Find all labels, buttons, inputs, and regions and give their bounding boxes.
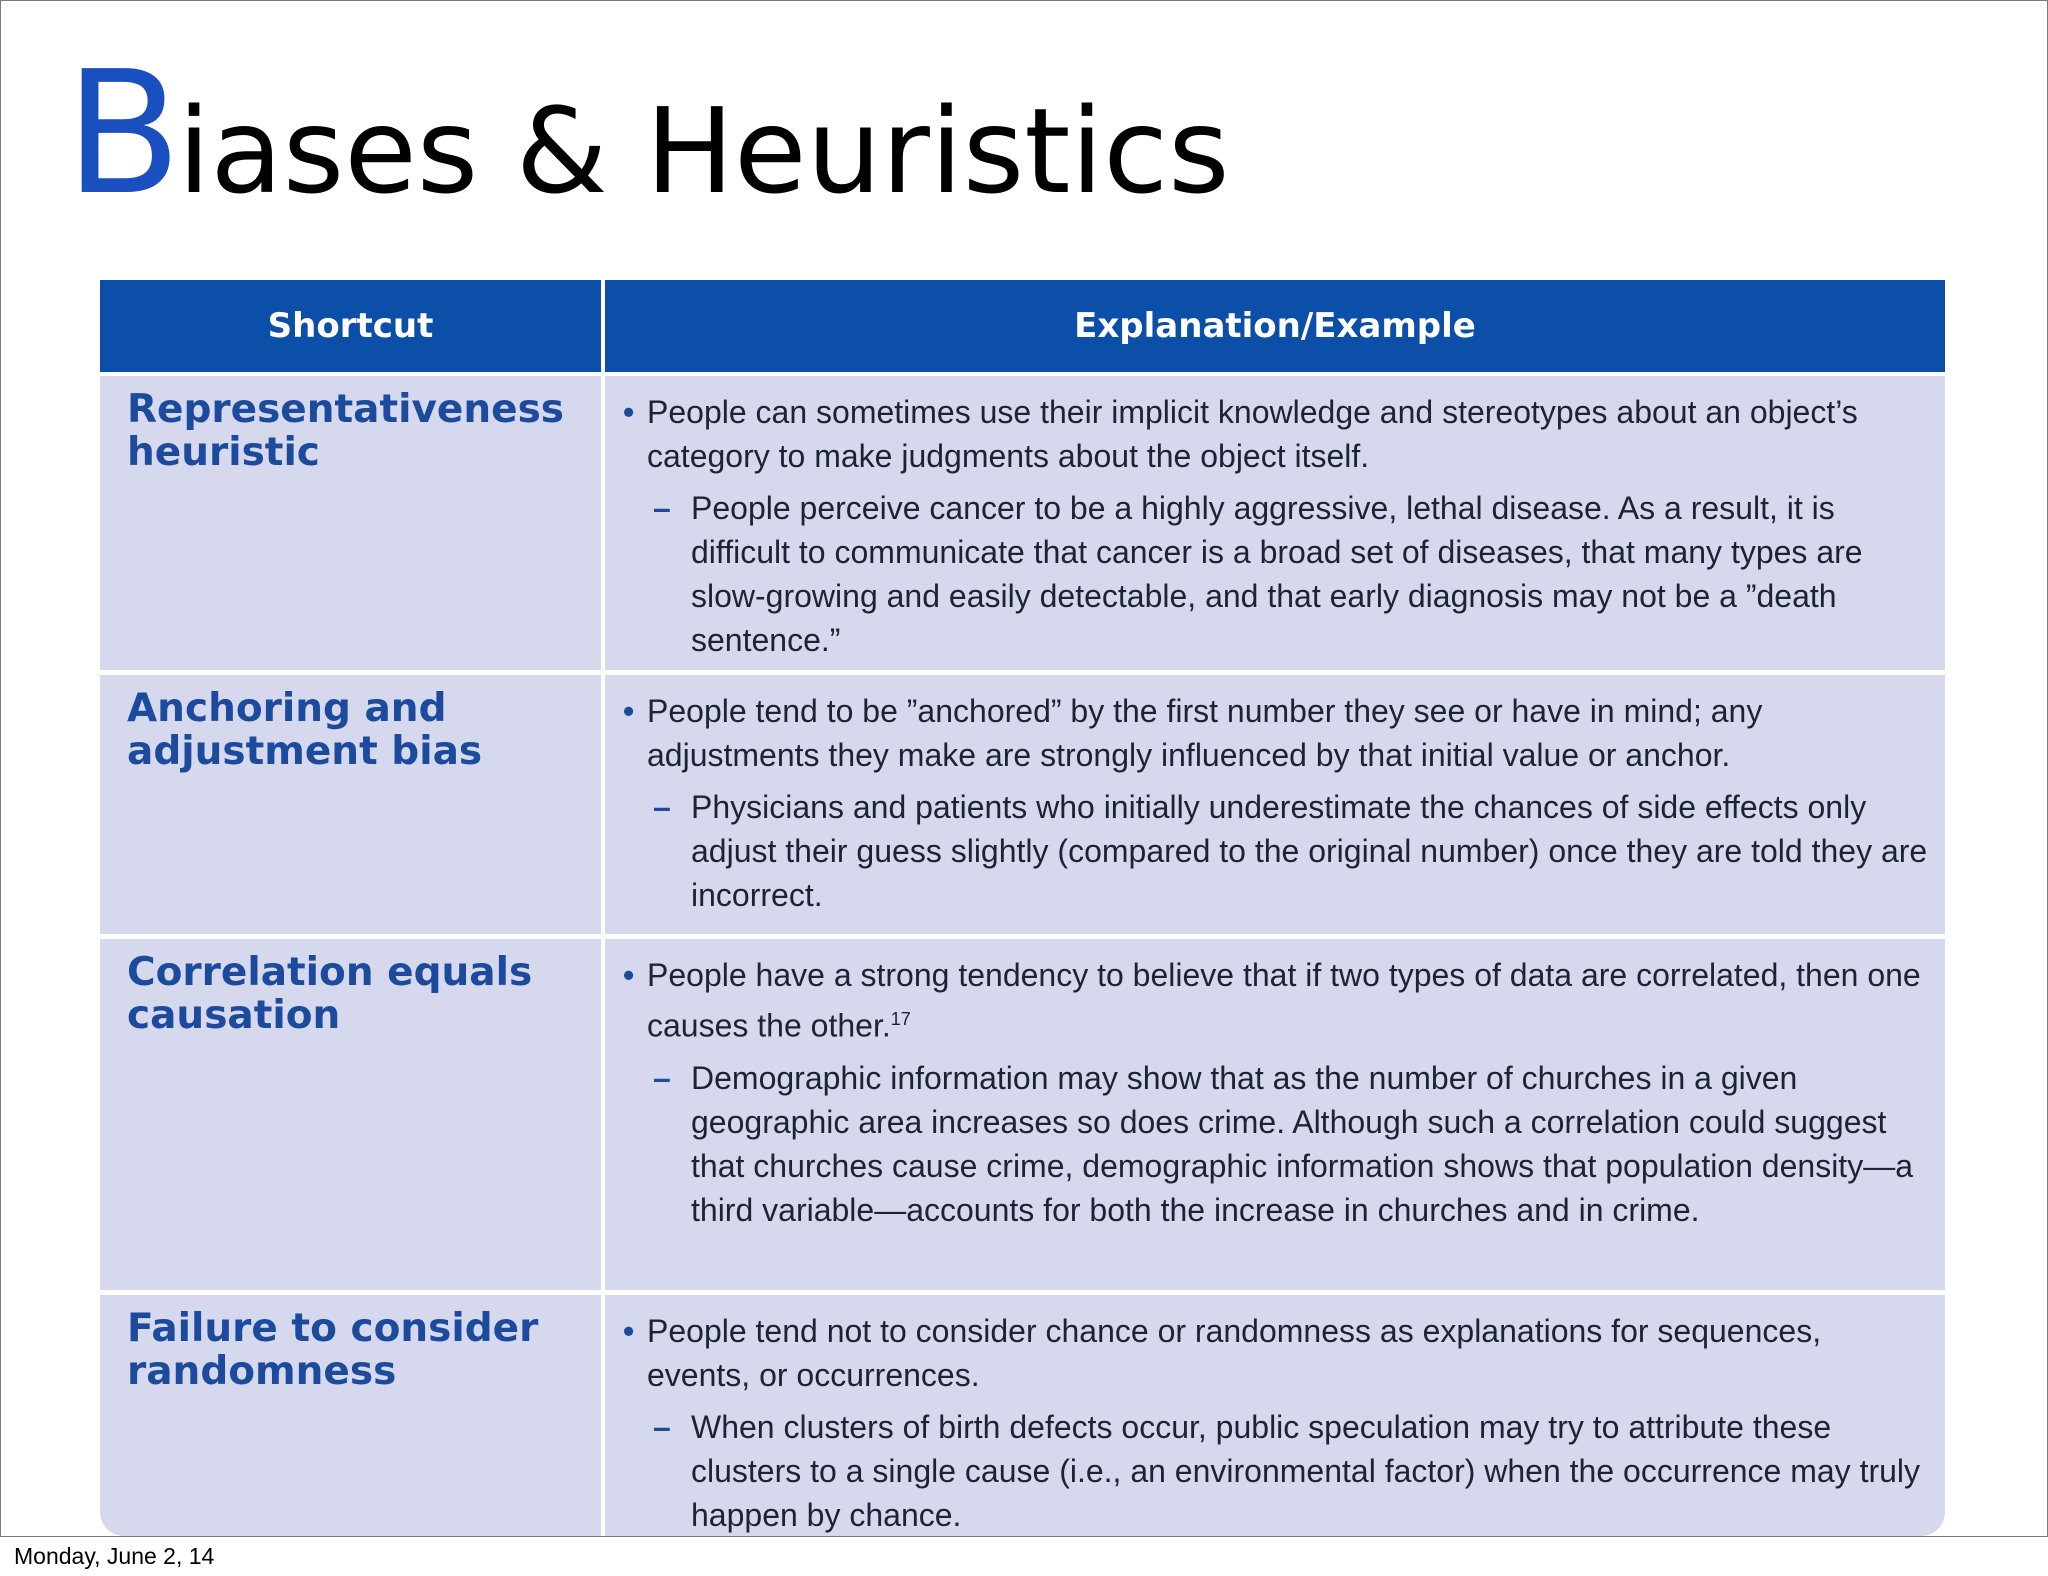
- bullet-point: [623, 1309, 1929, 1397]
- dash-icon: –: [653, 789, 671, 825]
- bullet-icon: •: [623, 394, 635, 430]
- bullet-point: [623, 953, 1929, 1048]
- table-row: [100, 1293, 1945, 1537]
- bullet-text: People tend to be ”anchored” by the first number they see or have in mind; any adjustments they make are strongly influenced by that initial value or anchor.: [647, 693, 1763, 773]
- slide-title: [65, 35, 1230, 233]
- footnote-ref: 17: [890, 1009, 911, 1029]
- title-rest: iases & Heuristics: [177, 82, 1230, 220]
- bullet-text: People tend not to consider chance or randomness as explanations for sequences, events, or occurrences.: [647, 1313, 1822, 1393]
- dash-icon: –: [653, 1059, 671, 1096]
- shortcut-cell: [100, 1293, 603, 1537]
- bullet-icon: •: [623, 957, 635, 993]
- sub-text: When clusters of birth defects occur, public speculation may try to attribute these clusters to a single cause (i.e., an environmental factor) when the occurrence may truly happen by chance.: [691, 1409, 1921, 1533]
- table-row: [100, 937, 1945, 1293]
- header-explanation: Explanation/Example: [603, 280, 1945, 374]
- dash-icon: –: [653, 1409, 671, 1445]
- shortcut-cell: [100, 374, 603, 673]
- table-header-row: [100, 280, 1945, 374]
- shortcut-name: Anchoring and adjustment bias: [127, 686, 483, 774]
- bullet-text: People can sometimes use their implicit knowledge and stereotypes about an object’s category to make judgments about the object itself.: [647, 394, 1858, 474]
- footer-date: Monday, June 2, 14: [14, 1543, 215, 1569]
- bullet-point: [623, 390, 1929, 478]
- explanation-cell: [603, 1293, 1945, 1537]
- sub-point: [623, 1056, 1929, 1232]
- shortcut-name: Correlation equals causation: [127, 950, 533, 1038]
- table-row: [100, 673, 1945, 937]
- sub-text: Physicians and patients who initially underestimate the chances of side effects only adjust their guess slightly (compared to the original number) once they are told they are incorrect.: [691, 789, 1928, 913]
- bullet-point: [623, 689, 1929, 777]
- shortcut-name: Failure to consider randomness: [127, 1306, 539, 1394]
- shortcuts-table: [100, 280, 1945, 1536]
- sub-point: [623, 1405, 1929, 1536]
- bullet-text: People have a strong tendency to believe that if two types of data are correlated, then one causes the other.: [647, 957, 1921, 1044]
- bullet-icon: •: [623, 1313, 635, 1349]
- table-row: [100, 374, 1945, 673]
- bullet-icon: •: [623, 693, 635, 729]
- sub-text: Demographic information may show that as the number of churches in a given geographic area increases so does crime. Although such a correlation could suggest that churches cause crime, demographic information shows that population density—a third variable—accounts for both the increase in churches and in crime.: [691, 1059, 1913, 1228]
- explanation-cell: [603, 937, 1945, 1293]
- sub-point: [623, 486, 1929, 662]
- sub-text: People perceive cancer to be a highly aggressive, lethal disease. As a result, it is difficult to communicate that cancer is a broad set of diseases, that many types are slow-growing and easily detectable, and that early diagnosis may not be a ”death sentence.”: [691, 490, 1863, 658]
- dash-icon: –: [653, 490, 671, 526]
- shortcut-cell: [100, 937, 603, 1293]
- header-shortcut: Shortcut: [100, 280, 603, 374]
- shortcut-name: Representativeness heuristic: [127, 387, 564, 475]
- shortcut-cell: [100, 673, 603, 937]
- explanation-cell: [603, 673, 1945, 937]
- explanation-cell: [603, 374, 1945, 673]
- title-initial: B: [65, 35, 178, 233]
- sub-point: [623, 785, 1929, 917]
